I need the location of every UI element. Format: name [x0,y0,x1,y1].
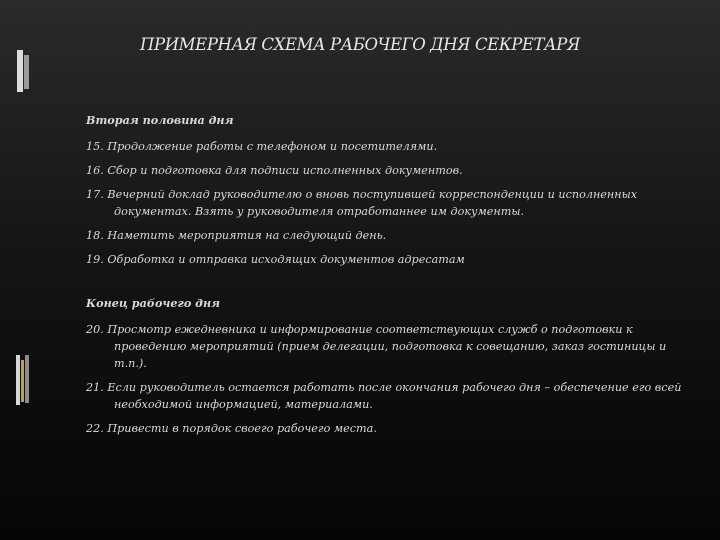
decorative-bar-accent [21,360,24,402]
list-item: 21. Если руководитель остается работать после окончания рабочего дня – обеспечение его всей необходимой информацией, материалами. [86,381,682,411]
section-spacer [86,275,686,295]
slide-content [86,112,686,444]
list-item: 18. Наметить мероприятия на следующий день. [86,229,387,242]
list-item: 16. Сбор и подготовка для подписи исполненных документов. [86,164,463,177]
slide-title: ПРИМЕРНАЯ СХЕМА РАБОЧЕГО ДНЯ СЕКРЕТАРЯ [140,35,580,54]
list-item: 20. Просмотр ежедневника и информирование соответствующих служб о подготовки к проведению мероприятий (прием делегации, подготовка к совещанию, заказ гостиницы и т.п.). [86,323,667,370]
decorative-bar [25,355,29,403]
decorative-bar [16,355,20,405]
list-item: 19. Обработка и отправка исходящих документов адресатам [86,253,465,266]
decorative-bar [17,50,23,92]
decorative-bar [24,55,29,89]
section-heading-second-half: Вторая половина дня [86,113,234,127]
list-item: 22. Привести в порядок своего рабочего места. [86,422,377,435]
list-item: 15. Продолжение работы с телефоном и посетителями. [86,140,438,153]
section-heading-end-of-day: Конец рабочего дня [86,296,221,310]
list-item: 17. Вечерний доклад руководителю о вновь поступившей корреспонденции и исполненных документах. Взять у руководителя отработаннее им документы. [86,188,638,218]
